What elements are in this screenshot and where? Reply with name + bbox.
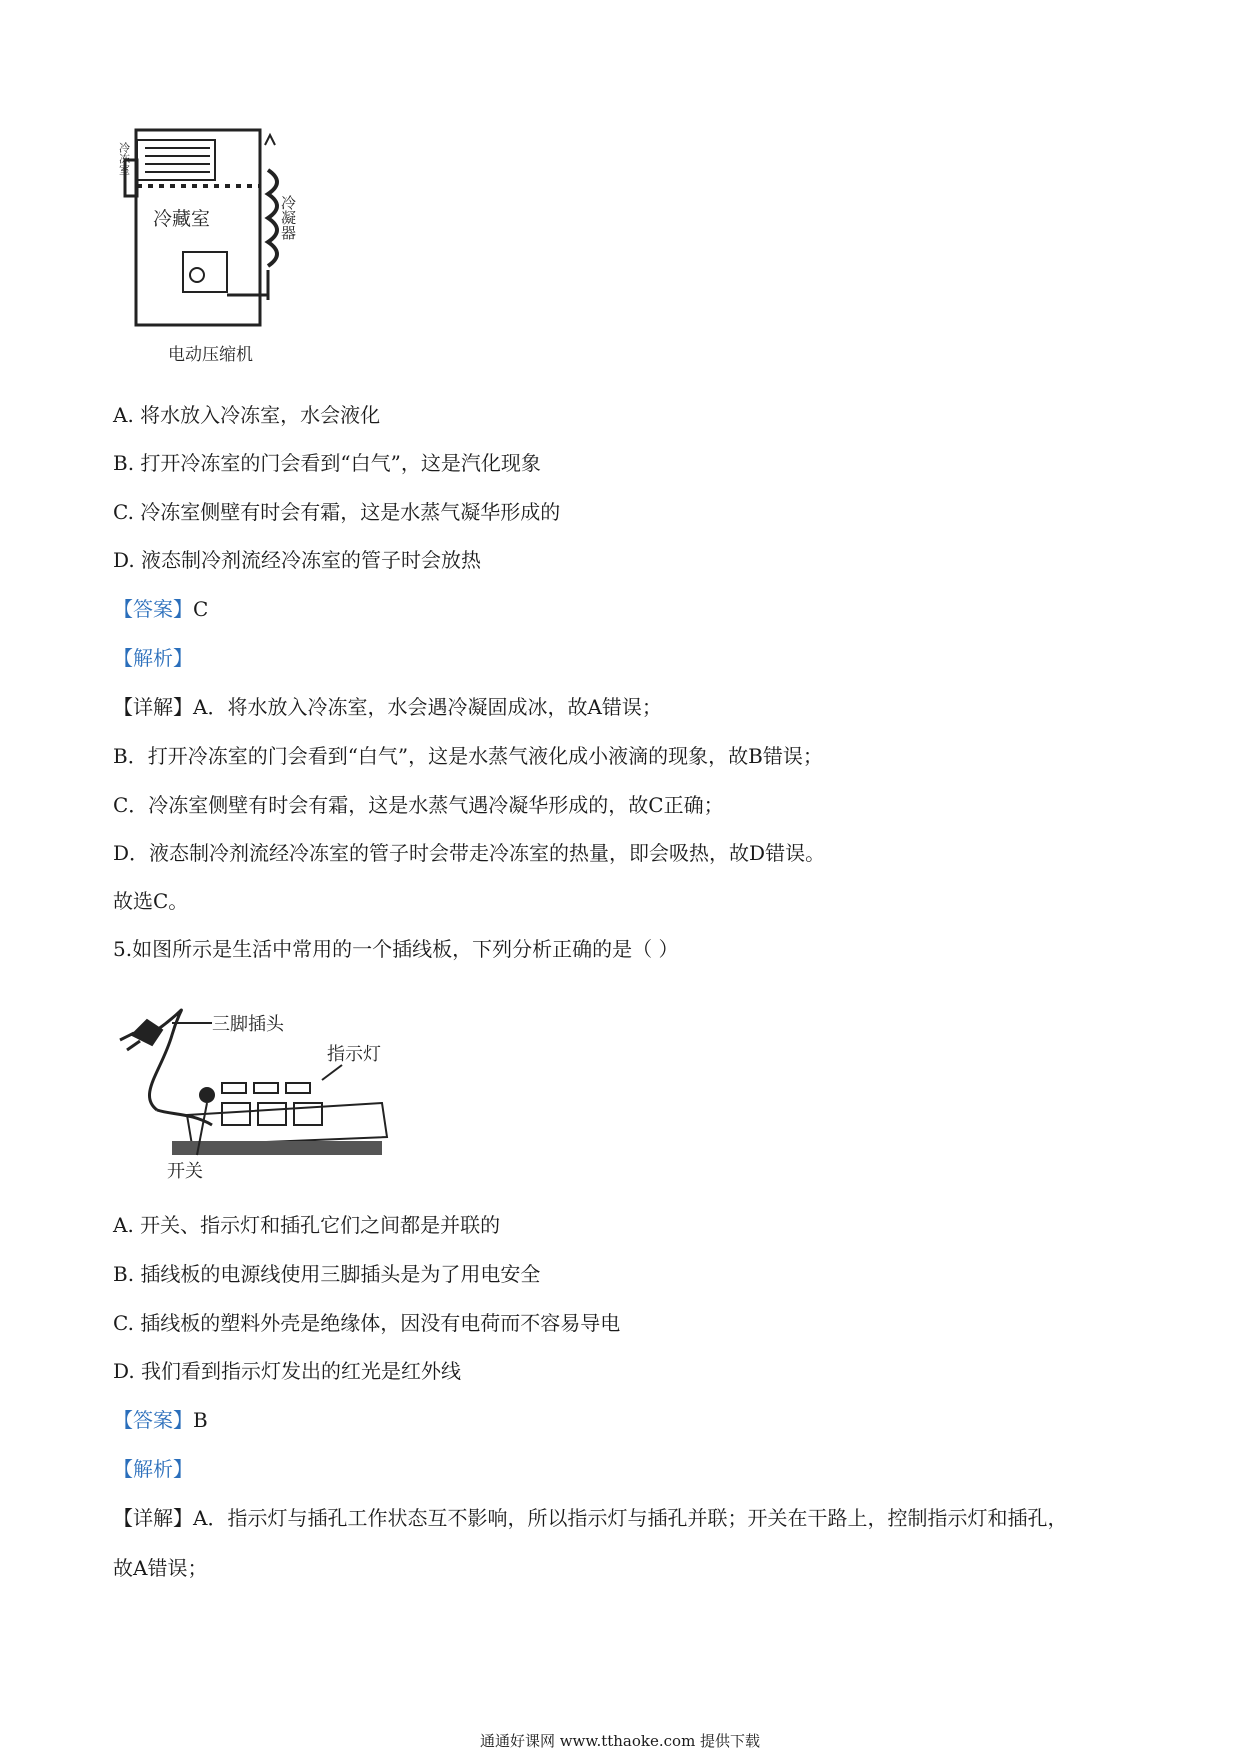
q4-option-b: B. 打开冷冻室的门会看到“白气”，这是汽化现象: [113, 451, 541, 475]
q4-detail-4: D．液态制冷剂流经冷冻室的管子时会带走冷冻室的热量，即会吸热，故D错误。: [113, 841, 826, 865]
indicator-label: 指示灯: [327, 1044, 381, 1065]
fridge-label: 冷藏室: [153, 208, 211, 230]
q4-option-c: C. 冷冻室侧壁有时会有霜，这是水蒸气凝华形成的: [113, 500, 561, 524]
q5-analysis-label: 【解析】: [113, 1457, 193, 1481]
compressor-label: 电动压缩机: [168, 345, 253, 365]
switch-label: 开关: [167, 1161, 203, 1182]
q4-answer: [113, 599, 208, 619]
plug-label: 三脚插头: [212, 1014, 284, 1035]
detail-label: 【详解】: [113, 695, 193, 719]
q5-detail-1: [113, 1508, 1067, 1528]
power-strip-figure: [112, 985, 392, 1185]
q4-option-d: D. 液态制冷剂流经冷冻室的管子时会放热: [113, 548, 482, 572]
q5-answer: [113, 1410, 208, 1430]
q5-option-b: B. 插线板的电源线使用三脚插头是为了用电安全: [113, 1262, 541, 1286]
answer-value: C: [193, 597, 209, 621]
q5-stem: 5.如图所示是生活中常用的一个插线板，下列分析正确的是（ ）: [113, 937, 679, 961]
answer-value: B: [193, 1408, 208, 1432]
detail-label: 【详解】: [113, 1506, 193, 1530]
q4-detail-2: B．打开冷冻室的门会看到“白气”，这是水蒸气液化成小液滴的现象，故B错误；: [113, 744, 823, 768]
q5-option-d: D. 我们看到指示灯发出的红光是红外线: [113, 1359, 462, 1383]
q4-conclusion: 故选C。: [113, 889, 189, 913]
refrigerator-figure: [117, 120, 320, 370]
q5-option-a: A. 开关、指示灯和插孔它们之间都是并联的: [113, 1213, 501, 1237]
detail-text: A．将水放入冷冻室，水会遇冷凝固成冰，故A错误；: [193, 695, 662, 719]
q4-detail-1: [113, 697, 662, 717]
q5-option-c: C. 插线板的塑料外壳是绝缘体，因没有电荷而不容易导电: [113, 1311, 621, 1335]
page-footer: 通通好课网 www.tthaoke.com 提供下载: [479, 1732, 761, 1750]
answer-label: 【答案】: [113, 597, 193, 621]
q5-detail-2: 故A错误；: [113, 1556, 208, 1580]
q4-option-a: A. 将水放入冷冻室，水会液化: [113, 403, 381, 427]
q4-analysis-label: 【解析】: [113, 646, 193, 670]
q4-detail-3: C．冷冻室侧壁有时会有霜，这是水蒸气遇冷凝华形成的，故C正确；: [113, 793, 724, 817]
freezer-label: 冷冻室: [117, 142, 131, 175]
answer-label: 【答案】: [113, 1408, 193, 1432]
condenser-label: 冷凝器: [279, 195, 297, 240]
detail-text: A．指示灯与插孔工作状态互不影响，所以指示灯与插孔并联；开关在干路上，控制指示灯和插孔，: [193, 1506, 1068, 1530]
